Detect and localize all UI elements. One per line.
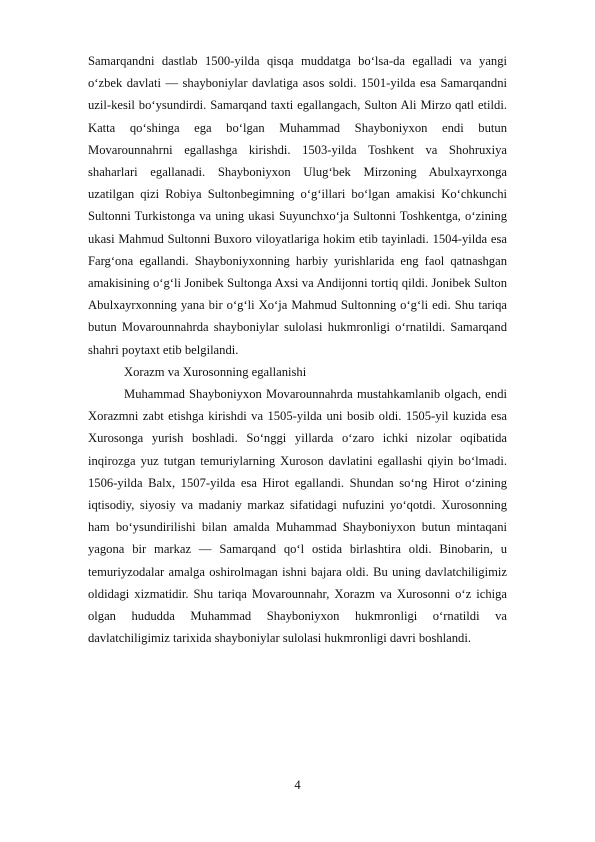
paragraph-xorazm-xuroson: Muhammad Shayboniyxon Movarounnahrda mustahkamlanib olgach, endi Xorazmni zabt etishga kirishdi va 1505-yilda uni bosib oldi. 1505-yil kuzida esa Xurosonga yurish boshladi. So‘nggi yillarda o‘zaro ichki nizolar oqibatida inqirozga yuz tutgan temuriylarning Xuroson davlatini egallashi qiyin bo‘lmadi. 1506-yilda Balx, 1507-yilda esa Hirot egallandi. Shundan so‘ng Hirot o‘zining iqtisodiy, siyosiy va madaniy markaz sifatidagi nufuzini yo‘qotdi. Xurosonning ham bo‘ysundirilishi bilan amalda Muhammad Shayboniyxon butun mintaqani yagona bir markaz — Samarqand qo‘l ostida birlashtira oldi. Binobarin, u temuriyzodalar amalga oshirolmagan ishni bajara oldi. Bu uning davlatchiligimiz oldidagi xizmatidir. Shu tariqa Movarounnahr, Xorazm va Xurosonni o‘z ichiga olgan hududda Muhammad Shayboniyxon hukmronligi o‘rnatildi va davlatchiligimiz tarixida shayboniylar sulolasi hukmronligi davri boshlandi. xyxy=(88,387,507,646)
document-page xyxy=(88,50,507,649)
page-number: 4 xyxy=(294,778,301,792)
paragraph-samarqand-conquest: Samarqandni dastlab 1500-yilda qisqa muddatga bo‘lsa-da egalladi va yangi o‘zbek davlati — shayboniylar davlatiga asos soldi. 1501-yilda esa Samarqandni uzil-kesil bo‘ysundirdi. Samarqand taxti egallangach, Sulton Ali Mirzo qatl etildi. Katta qo‘shinga ega bo‘lgan Muhammad Shayboniyxon endi butun Movarounnahrni egallashga kirishdi. 1503-yilda Toshkent va Shohruxiya shaharlari egallanadi. Shayboniyxon Ulug‘bek Mirzoning Abulxayrxonga uzatilgan qizi Robiya Sultonbegimning o‘g‘illari bo‘lgan amakisi Ko‘chkunchi Sultonni Turkistonga va uning ukasi Suyunchxo‘ja Sultonni Toshkentga, o‘zining ukasi Mahmud Sultonni Buxoro viloyatlariga hokim etib tayinladi. 1504-yilda esa Farg‘ona egallandi. Shayboniyxonning harbiy yurishlarida eng faol qatnashgan amakisining o‘g‘li Jonibek Sultonga Axsi va Andijonni tortiq qildi. Jonibek Sulton Abulxayrxonning yana bir o‘g‘li Xo‘ja Mahmud Sultonning o‘g‘li edi. Shu tariqa butun Movarounnahrda shayboniylar sulolasi hukmronligi o‘rnatildi. Samarqand shahri poytaxt etib belgilandi. xyxy=(88,54,507,357)
section-heading: Xorazm va Xurosonning egallanishi xyxy=(124,364,307,379)
